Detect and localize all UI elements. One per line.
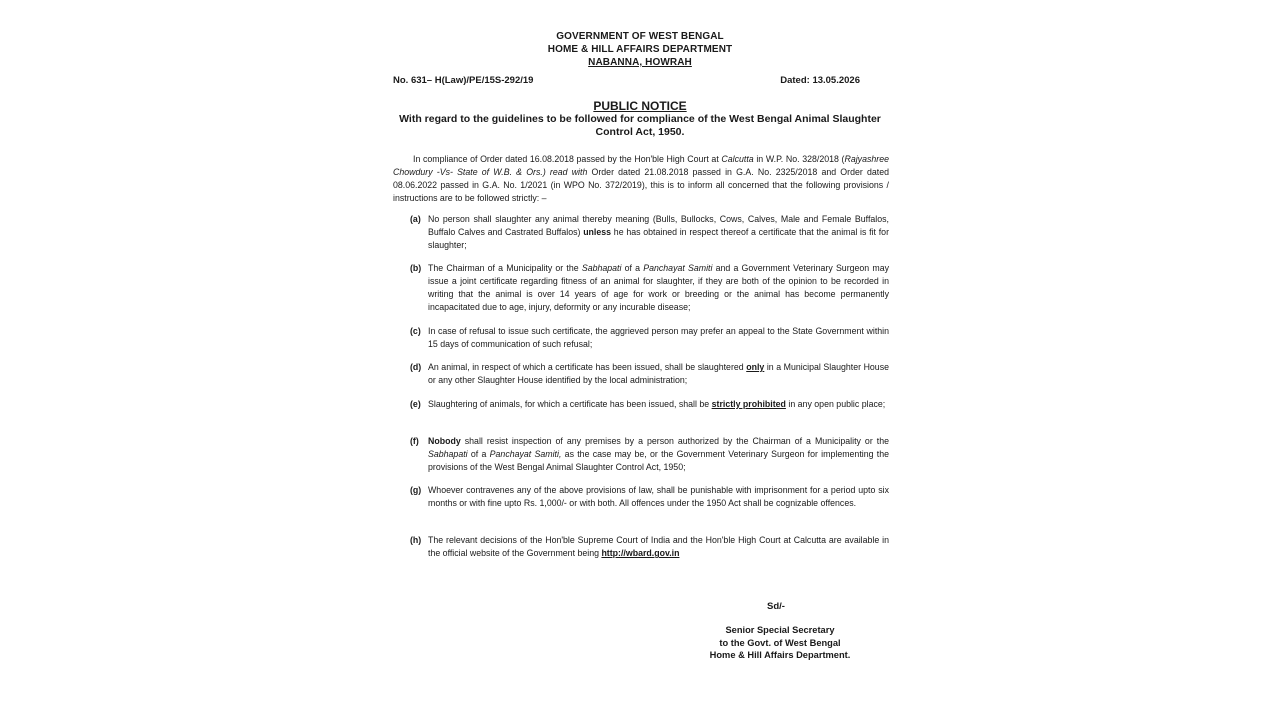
provision-text: No person shall slaughter any animal thereby meaning (Bulls, Bullocks, Cows, Calves, Male and Female Buffalos, Buffalo Calves and Castrated Buffalos) unless he has obtained in respect thereof a certificate that the animal is fit for slaughter; [428, 214, 889, 251]
signatory-govt: to the Govt. of West Bengal [719, 637, 841, 648]
emphasis-only: only [746, 362, 765, 372]
signatory-block [680, 624, 880, 662]
provision-g [410, 484, 889, 510]
provision-label: (a) [410, 214, 421, 224]
header-government: GOVERNMENT OF WEST BENGAL [556, 31, 724, 42]
provision-c [410, 325, 889, 351]
notice-subtitle: With regard to the guidelines to be followed for compliance of the West Bengal Animal Slaughter Control Act, 1950. [399, 113, 881, 138]
intro-text-3: Order dated 21.08.2018 passed in G.A. No. 2325/2018 and Order dated 08.06.2022 passed in G.A. No. 1/2021 (in WPO No. 372/2019), this is to inform all concerned that the following provisions / instructions are to be followed strictly: – [393, 167, 889, 204]
intro-text-1: In compliance of Order dated 16.08.2018 passed by the Hon'ble High Court at [413, 154, 722, 164]
reference-line [393, 75, 860, 86]
memo-number: No. 631– H(Law)/PE/15S-292/19 [393, 75, 534, 86]
provision-f [410, 435, 889, 474]
website-link[interactable]: http://wbard.gov.in [601, 548, 680, 559]
intro-case-name: Rajyashree Chowdury -Vs- State of W.B. & Ors. [393, 154, 889, 178]
signed-mark: Sd/- [767, 601, 785, 612]
provision-text: Nobody shall resist inspection of any premises by a person authorized by the Chairman of a Municipality or the Sabhapati of a Panchayat Samiti, as the case may be, or the Government Veterinary Surgeon for implementing the provisions of the West Bengal Animal Slaughter Control Act, 1950; [428, 436, 890, 473]
provision-e [410, 398, 889, 411]
provision-text: The Chairman of a Municipality or the Sabhapati of a Panchayat Samiti and a Government Veterinary Surgeon may issue a joint certificate regarding fitness of an animal for slaughter, if they are both of the opinion to be recorded in writing that the animal is over 14 years of age for work or breeding or the animal has become permanently incapacitated due to age, injury, deformity or any incurable disease; [428, 263, 890, 313]
emphasis-nobody: Nobody [428, 436, 461, 446]
provision-text: The relevant decisions of the Hon'ble Supreme Court of India and the Hon'ble High Court at Calcutta are available in the official website of the Government being http://wbard.gov.in [428, 535, 889, 559]
provision-label: (c) [410, 326, 421, 336]
provision-text: In case of refusal to issue such certificate, the aggrieved person may prefer an appeal to the State Government within 15 days of communication of such refusal; [428, 326, 889, 350]
provision-a [410, 213, 889, 252]
header-location: NABANNA, HOWRAH [588, 57, 692, 68]
provision-text: Whoever contravenes any of the above provisions of law, shall be punishable with imprisonment for a period upto six months or with fine upto Rs. 1,000/- or with both. All offences under the 1950 Act shall be cognizable offences. [428, 485, 889, 509]
provision-b [410, 262, 889, 314]
provision-label: (h) [410, 535, 422, 545]
provision-text: Slaughtering of animals, for which a certificate has been issued, shall be strictly prohibited in any open public place; [428, 399, 886, 409]
signatory-department: Home & Hill Affairs Department. [709, 650, 851, 660]
intro-text-2: in W.P. No. 328/2018 ( [753, 154, 845, 164]
provision-label: (b) [410, 263, 422, 273]
provision-label: (g) [410, 485, 422, 495]
intro-read-with: ) read with [542, 167, 588, 178]
emphasis-strictly-prohibited: strictly prohibited [711, 399, 786, 409]
emphasis-unless: unless [583, 227, 612, 238]
provision-label: (e) [410, 399, 421, 409]
provision-h [410, 534, 889, 560]
notice-title: PUBLIC NOTICE [593, 99, 687, 113]
header-department: HOME & HILL AFFAIRS DEPARTMENT [547, 44, 733, 55]
provision-label: (f) [410, 436, 419, 446]
signatory-title: Senior Special Secretary [725, 625, 835, 635]
provision-text: An animal, in respect of which a certificate has been issued, shall be slaughtered only in a Municipal Slaughter House or any other Slaughter House identified by the local administration; [428, 362, 889, 386]
provision-d [410, 361, 889, 387]
intro-paragraph [393, 153, 889, 205]
intro-calcutta: Calcutta [721, 154, 754, 164]
provision-label: (d) [410, 362, 422, 372]
memo-date: Dated: 13.05.2026 [780, 75, 860, 86]
